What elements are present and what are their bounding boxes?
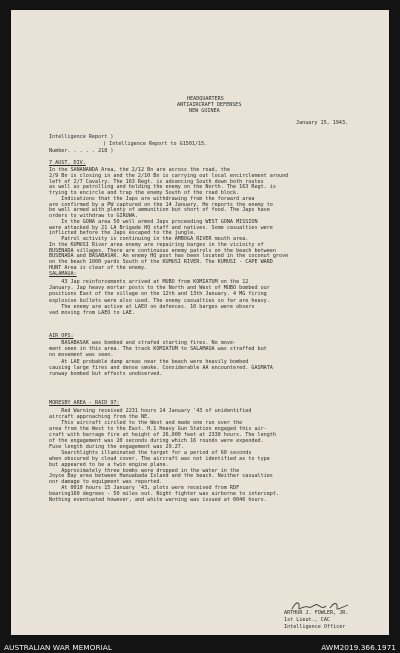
body-line: January. Jap heavy mortar posts to the North and West of MUBO bombed our — [49, 285, 270, 292]
body-line: BASABASAK was bombed and strafed starting fires. No move- — [49, 340, 237, 346]
report-number: Number. . . . . 218 ) — [49, 148, 114, 154]
body-line: nor damage to equipment was reported. — [49, 479, 163, 486]
body-line: Searchlights illuminated the target for a period of 60 seconds — [49, 449, 252, 456]
footer-institution: AUSTRALIAN WAR MEMORIAL — [4, 642, 112, 652]
body-line: were attacked by 21 LA Brigade HQ staff and natives. Some casualties were — [49, 224, 273, 231]
body-line: BUSENADA villages. There are continuous enemy patrols on the beach between — [49, 247, 276, 254]
body-line: In the KUMUSI River area enemy are repairing barges in the vicinity of — [49, 241, 264, 248]
body-line: Indications that the Japs are withdrawing from the forward area — [49, 195, 255, 202]
body-line: HUNT Area is clear of the enemy. — [49, 264, 148, 271]
body-line: Joyce Bay area between Hanuabada Island and the beach. Neither casualties — [49, 473, 273, 480]
body-line: orders to withdraw to GIRUWA. — [49, 213, 138, 219]
signature-title: Intelligence Officer — [284, 624, 346, 630]
body-line: Approximately three bombs were dropped in the water in the — [49, 467, 240, 474]
body-line: At LAE probable dump areas near the beach were heavily bombed — [49, 358, 249, 365]
body-line: The enemy are active at LAEO on defences. 10 barges were observ — [49, 303, 255, 310]
footer-accession-number: AWM2019.366.1971 — [321, 642, 396, 652]
signature-name: ARTHUR J. FOWLER, JR. — [284, 610, 349, 616]
body-line: when obscured by cloud cover. The aircraft was not identified as to type — [49, 455, 270, 462]
body-line: bearing160 degrees - 50 miles out. Night fighter was airborne to intercept. — [49, 491, 280, 498]
body-line: BUSENADA and BASABASAK. An enemy HQ post has been located in the coconut grove — [49, 253, 289, 260]
body-line: Nothing eventuated however, and white warning was issued at 0046 hours. — [49, 497, 267, 504]
section-heading-moresby: MORESBY AREA - RAID 97: — [49, 400, 120, 406]
section-heading-7-aust-div: 7 AUST. DIV. — [49, 160, 86, 166]
body-line: aircraft approaching from the NE. — [49, 413, 151, 420]
body-line: area from the West to the East. H.1 Heavy Gun Station engaged this air- — [49, 425, 267, 432]
body-line: no movement was seen. — [49, 352, 114, 359]
body-line: ment seen in this area. The track KOMIATUM to SALAMAUA was straffed but — [49, 346, 267, 353]
body-line: In the GONA area 50 well armed Japs proceeding WEST GONA MISSION — [49, 218, 258, 225]
body-line: on the beach 1000 yards South of the KUMUSI RIVER. The KUMUSI - CAPE WARD — [49, 259, 273, 265]
body-line: Patrol activity is continuing in the AMBOGA RIVER mouth area. — [49, 236, 249, 242]
header-line-3: NEW GUINEA — [189, 108, 220, 114]
body-line: Fuse length during the engagement was 29.27. — [49, 443, 184, 450]
header-line-1: HEADQUARTERS — [187, 96, 224, 102]
body-line: but appeared to be a twin engine plane. — [49, 461, 169, 468]
body-line: be well armed with plenty of ammunition but short of food. The Japs have — [49, 207, 270, 214]
body-line: positions East of the village on the 12th and 13th January. 4 MG firing — [49, 291, 267, 298]
section-heading-salamaua: SALAMAUA: — [49, 271, 77, 277]
body-line: This aircraft circled to the West and made one run over the — [49, 419, 243, 426]
body-line: trying to encircle and trap the enemy South of the road block. — [49, 190, 240, 196]
body-line: as well as patrolling and holding the enemy on the North. The 163 Regt. is — [49, 184, 276, 191]
body-line: inflicted before the Japs escaped to the jungle. — [49, 230, 197, 237]
body-line: causing large fires and dense smoke. Considerable AA encountered. GASMATA — [49, 364, 273, 371]
header-line-2: ANTIAIRCRAFT DEFENSES — [177, 102, 242, 108]
body-line: of the engagement was 20 seconds during which 16 rounds were expended. — [49, 437, 264, 444]
body-line: explosive bullets were also used. The enemy casualties so far are heavy. — [49, 297, 270, 304]
document-date: January 15, 1943. — [296, 120, 349, 126]
body-line: 2/9 Bn is closing in and the 2/10 Bn is carrying out local encirclement around — [49, 172, 289, 179]
intel-report-ref: ) Intelligence Report to G1501/15. — [103, 141, 208, 147]
body-line: are confirmed by a PW captured on the 14 January. He reports the enemy to — [49, 201, 273, 208]
body-line: craft with barrage fire at height of 26,000 feet at 2330 hours. The length — [49, 431, 276, 438]
body-line: In the SANANANDA Area, the 2/12 Bn are across the road, the — [49, 167, 230, 173]
body-line: At 0010 hours 15 January '43, plots were received from RDF — [49, 485, 240, 492]
body-line: 43 Jap reinforcements arrived at MUBO from KOMIATUM on the 12 — [49, 279, 249, 285]
body-line: left of 2/7 Cavalry. The 163 Regt. is advancing South down both routes — [49, 178, 264, 185]
body-line: Red Warning received 2231 hours 14 January '43 of unidentified — [49, 408, 252, 414]
signature-rank: 1st Lieut., CAC — [284, 617, 331, 623]
intel-report-label: Intelligence Report ) — [49, 134, 114, 140]
section-heading-air-ops: AIR OPS: — [49, 333, 74, 339]
body-line: ved moving from LAEO to LAE. — [49, 310, 135, 316]
body-line: runway bombed but effects unobserved. — [49, 371, 163, 377]
archive-footer — [0, 641, 400, 653]
